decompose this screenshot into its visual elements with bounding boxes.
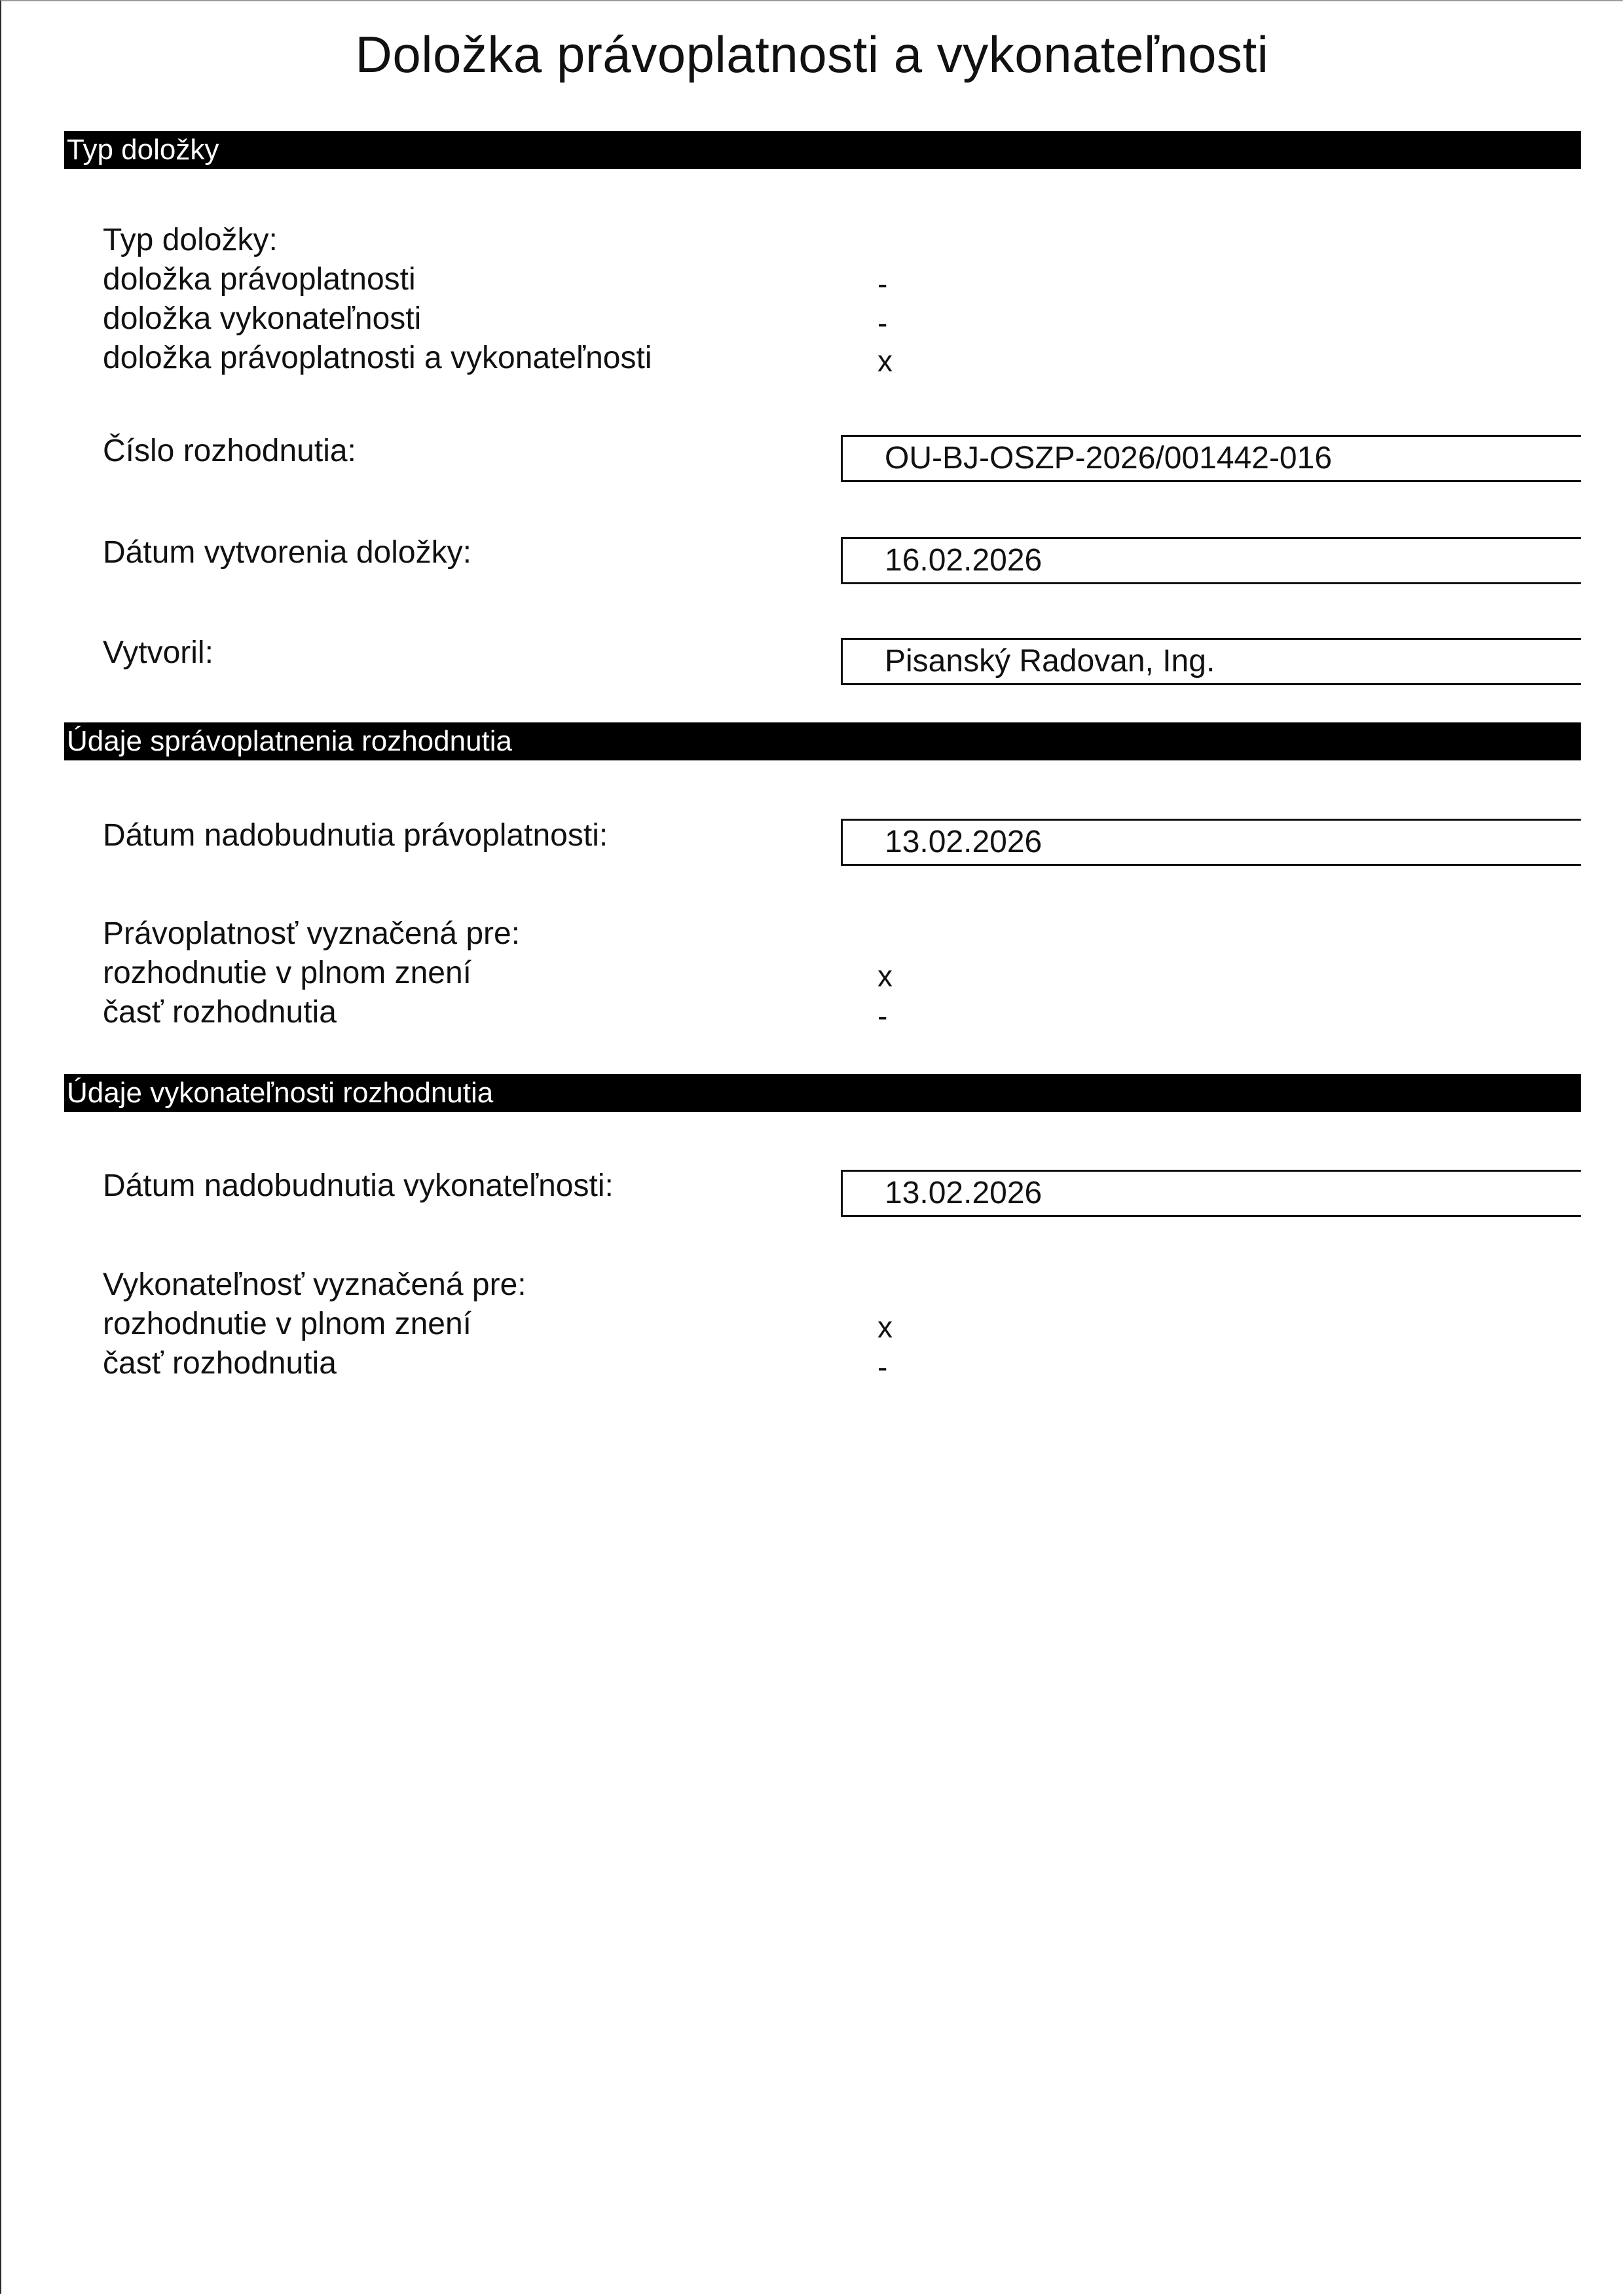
typ-heading: Typ doložky:	[103, 223, 278, 257]
datum-vykonatelnosti-label: Dátum nadobudnutia vykonateľnosti:	[103, 1168, 614, 1203]
vykonatelnost-option-plne-znenie-label: rozhodnutie v plnom znení	[103, 1307, 472, 1341]
section-header-pravoplatnost: Údaje správoplatnenia rozhodnutia	[64, 722, 1581, 760]
cislo-rozhodnutia-label: Číslo rozhodnutia:	[103, 434, 356, 468]
section-header-vykonatelnost: Údaje vykonateľnosti rozhodnutia	[64, 1074, 1581, 1112]
option-mark-pravoplatnost-a-vykonatelnost: x	[877, 344, 893, 378]
datum-pravoplatnosti-label: Dátum nadobudnutia právoplatnosti:	[103, 818, 608, 853]
pravoplatnost-option-cast-mark: -	[877, 999, 888, 1033]
datum-vytvorenia-field: 16.02.2026	[841, 537, 1581, 584]
vykonatelnost-option-cast-label: časť rozhodnutia	[103, 1346, 337, 1381]
vytvoril-field: Pisanský Radovan, Ing.	[841, 638, 1581, 685]
vykonatelnost-option-plne-znenie-mark: x	[877, 1310, 893, 1344]
datum-pravoplatnosti-field: 13.02.2026	[841, 819, 1581, 866]
option-label-pravoplatnost: doložka právoplatnosti	[103, 262, 416, 297]
pravoplatnost-option-plne-znenie-mark: x	[877, 959, 893, 993]
vykonatelnost-option-cast-mark: -	[877, 1350, 888, 1384]
option-mark-pravoplatnost: -	[877, 267, 888, 301]
datum-vytvorenia-label: Dátum vytvorenia doložky:	[103, 535, 471, 570]
document-title: Doložka právoplatnosti a vykonateľnosti	[355, 26, 1269, 83]
vytvoril-label: Vytvoril:	[103, 635, 213, 670]
option-label-vykonatelnost: doložka vykonateľnosti	[103, 301, 422, 336]
cislo-rozhodnutia-field: OU-BJ-OSZP-2026/001442-016	[841, 435, 1581, 482]
datum-vykonatelnosti-field: 13.02.2026	[841, 1170, 1581, 1217]
pravoplatnost-vyznacena-heading: Právoplatnosť vyznačená pre:	[103, 916, 521, 951]
option-label-pravoplatnost-a-vykonatelnost: doložka právoplatnosti a vykonateľnosti	[103, 341, 652, 375]
section-header-typ: Typ doložky	[64, 131, 1581, 169]
pravoplatnost-option-cast-label: časť rozhodnutia	[103, 995, 337, 1030]
pravoplatnost-option-plne-znenie-label: rozhodnutie v plnom znení	[103, 956, 472, 990]
vykonatelnost-vyznacena-heading: Vykonateľnosť vyznačená pre:	[103, 1267, 526, 1302]
option-mark-vykonatelnost: -	[877, 306, 888, 340]
